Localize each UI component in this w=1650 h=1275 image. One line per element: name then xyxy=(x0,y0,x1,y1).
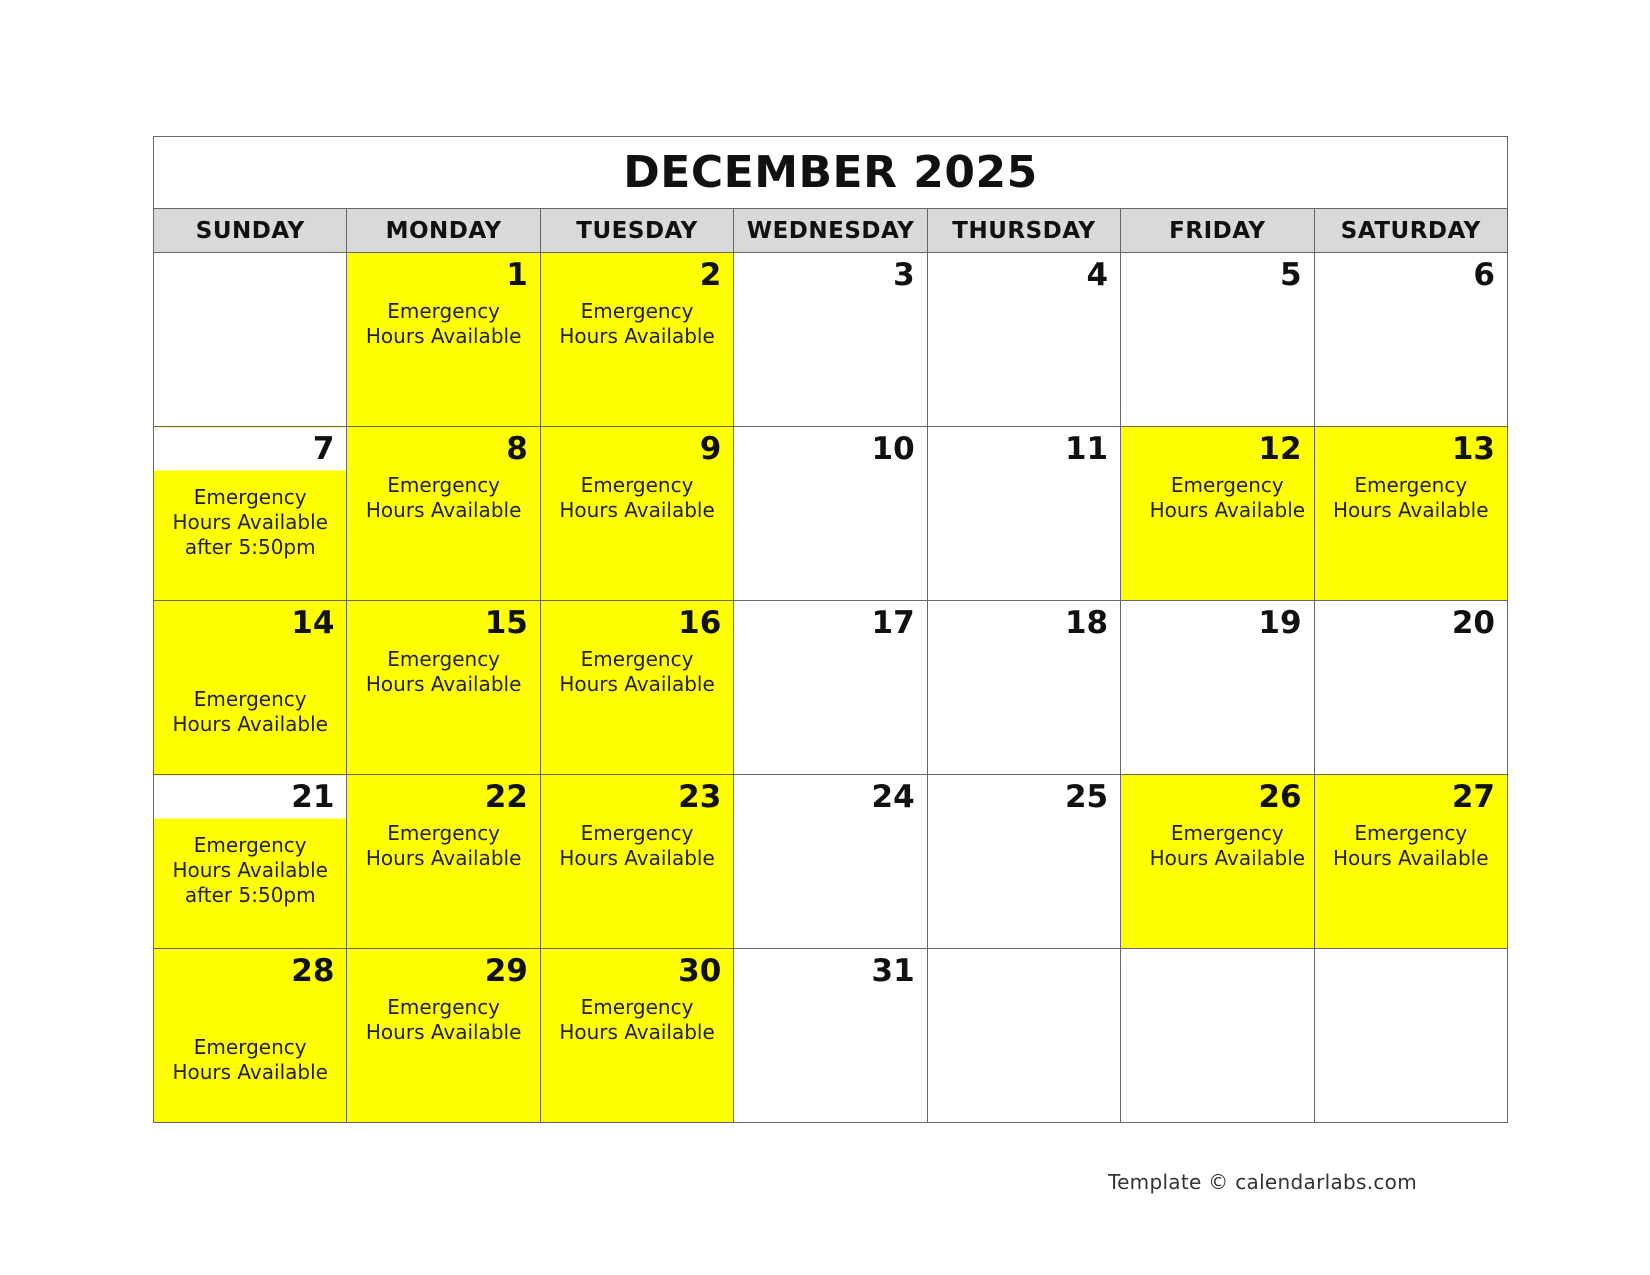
day-number: 6 xyxy=(1473,257,1495,293)
calendar-day-cell xyxy=(1121,427,1314,601)
day-number: 25 xyxy=(1064,779,1109,815)
day-note: Emergency Hours Available xyxy=(365,821,522,870)
calendar-week-row xyxy=(154,427,1508,601)
calendar-day-cell xyxy=(540,427,733,601)
weekday-monday: MONDAY xyxy=(347,209,540,253)
weekday-friday: FRIDAY xyxy=(1121,209,1314,253)
day-note: Emergency Hours Available xyxy=(559,299,715,348)
calendar-day-cell xyxy=(347,601,540,775)
calendar-week-row xyxy=(154,949,1508,1123)
day-number: 17 xyxy=(871,605,915,641)
day-note: Emergency Hours Available xyxy=(1333,821,1489,870)
day-number: 21 xyxy=(291,779,335,815)
weekday-thursday: THURSDAY xyxy=(927,209,1120,253)
day-number: 24 xyxy=(871,779,915,815)
calendar-day-cell xyxy=(154,427,347,601)
day-number: 3 xyxy=(893,257,915,293)
day-note: Emergency Hours Available xyxy=(172,687,328,736)
weekday-header-row xyxy=(154,209,1508,253)
calendar-day-cell xyxy=(1314,949,1507,1123)
day-number: 23 xyxy=(678,779,722,815)
calendar-day-cell xyxy=(1121,775,1314,949)
day-number: 29 xyxy=(484,953,528,989)
calendar-week-row xyxy=(154,601,1508,775)
day-number: 28 xyxy=(291,953,335,989)
day-note: Emergency Hours Available after 5:50pm xyxy=(172,833,328,907)
calendar-day-cell xyxy=(927,949,1120,1123)
day-number: 31 xyxy=(871,953,915,989)
calendar-day-cell xyxy=(347,253,540,427)
calendar-day-cell xyxy=(540,601,733,775)
calendar-day-cell xyxy=(347,427,540,601)
day-number: 1 xyxy=(506,257,528,293)
weekday-sunday: SUNDAY xyxy=(154,209,347,253)
day-note: Emergency Hours Available xyxy=(365,995,522,1044)
day-number: 12 xyxy=(1258,431,1302,467)
calendar-day-cell xyxy=(1314,253,1507,427)
calendar-day-cell xyxy=(734,601,927,775)
calendar-day-cell xyxy=(927,427,1120,601)
day-number: 11 xyxy=(1064,431,1109,467)
day-number: 5 xyxy=(1279,257,1302,293)
calendar-week-row xyxy=(154,253,1508,427)
day-number: 2 xyxy=(699,257,722,293)
day-note: Emergency Hours Available xyxy=(559,473,715,522)
day-number: 16 xyxy=(678,605,722,641)
calendar-day-cell xyxy=(734,427,927,601)
day-number: 10 xyxy=(871,431,915,467)
calendar-day-cell xyxy=(347,775,540,949)
calendar-day-cell xyxy=(154,601,347,775)
day-note: Emergency Hours Available xyxy=(1149,473,1306,522)
month-calendar xyxy=(153,136,1508,1123)
calendar-day-cell xyxy=(1314,427,1507,601)
calendar-grid xyxy=(154,253,1508,1123)
day-note: Emergency Hours Available xyxy=(172,1035,328,1084)
calendar-day-cell xyxy=(927,253,1120,427)
calendar-day-cell xyxy=(1121,601,1314,775)
day-number: 8 xyxy=(506,431,528,467)
calendar-day-cell xyxy=(734,949,927,1123)
day-note: Emergency Hours Available xyxy=(365,647,522,696)
calendar-day-cell xyxy=(540,775,733,949)
day-number: 20 xyxy=(1451,605,1495,641)
calendar-week-row xyxy=(154,775,1508,949)
day-number: 14 xyxy=(291,605,335,641)
day-note: Emergency Hours Available xyxy=(559,995,715,1044)
day-number: 22 xyxy=(484,779,528,815)
calendar-day-cell xyxy=(154,949,347,1123)
calendar-day-cell xyxy=(540,949,733,1123)
calendar-day-cell xyxy=(927,775,1120,949)
calendar-day-cell xyxy=(1314,775,1507,949)
day-number: 4 xyxy=(1086,257,1109,293)
calendar-day-cell xyxy=(927,601,1120,775)
day-number: 18 xyxy=(1064,605,1109,641)
day-note: Emergency Hours Available xyxy=(1149,821,1306,870)
calendar-day-cell xyxy=(154,253,347,427)
day-note: Emergency Hours Available xyxy=(1333,473,1489,522)
weekday-saturday: SATURDAY xyxy=(1314,209,1507,253)
calendar-day-cell xyxy=(1121,253,1314,427)
calendar-day-cell xyxy=(734,775,927,949)
day-note: Emergency Hours Available xyxy=(365,299,522,348)
day-note: Emergency Hours Available xyxy=(365,473,522,522)
day-number: 13 xyxy=(1451,431,1495,467)
day-note: Emergency Hours Available xyxy=(559,821,715,870)
weekday-tuesday: TUESDAY xyxy=(540,209,733,253)
day-number: 15 xyxy=(484,605,528,641)
calendar-day-cell xyxy=(734,253,927,427)
calendar-day-cell xyxy=(540,253,733,427)
day-note: Emergency Hours Available after 5:50pm xyxy=(172,485,328,559)
weekday-wednesday: WEDNESDAY xyxy=(734,209,927,253)
template-credit: Template © calendarlabs.com xyxy=(1107,1170,1417,1194)
calendar-day-cell xyxy=(154,775,347,949)
day-number: 27 xyxy=(1451,779,1495,815)
day-note: Emergency Hours Available xyxy=(559,647,715,696)
day-number: 19 xyxy=(1258,605,1302,641)
calendar-day-cell xyxy=(347,949,540,1123)
day-number: 30 xyxy=(678,953,722,989)
day-number: 7 xyxy=(312,431,335,467)
day-number: 26 xyxy=(1258,779,1302,815)
calendar-title: DECEMBER 2025 xyxy=(154,137,1508,209)
day-number: 9 xyxy=(699,431,722,467)
calendar-day-cell xyxy=(1314,601,1507,775)
calendar-day-cell xyxy=(1121,949,1314,1123)
